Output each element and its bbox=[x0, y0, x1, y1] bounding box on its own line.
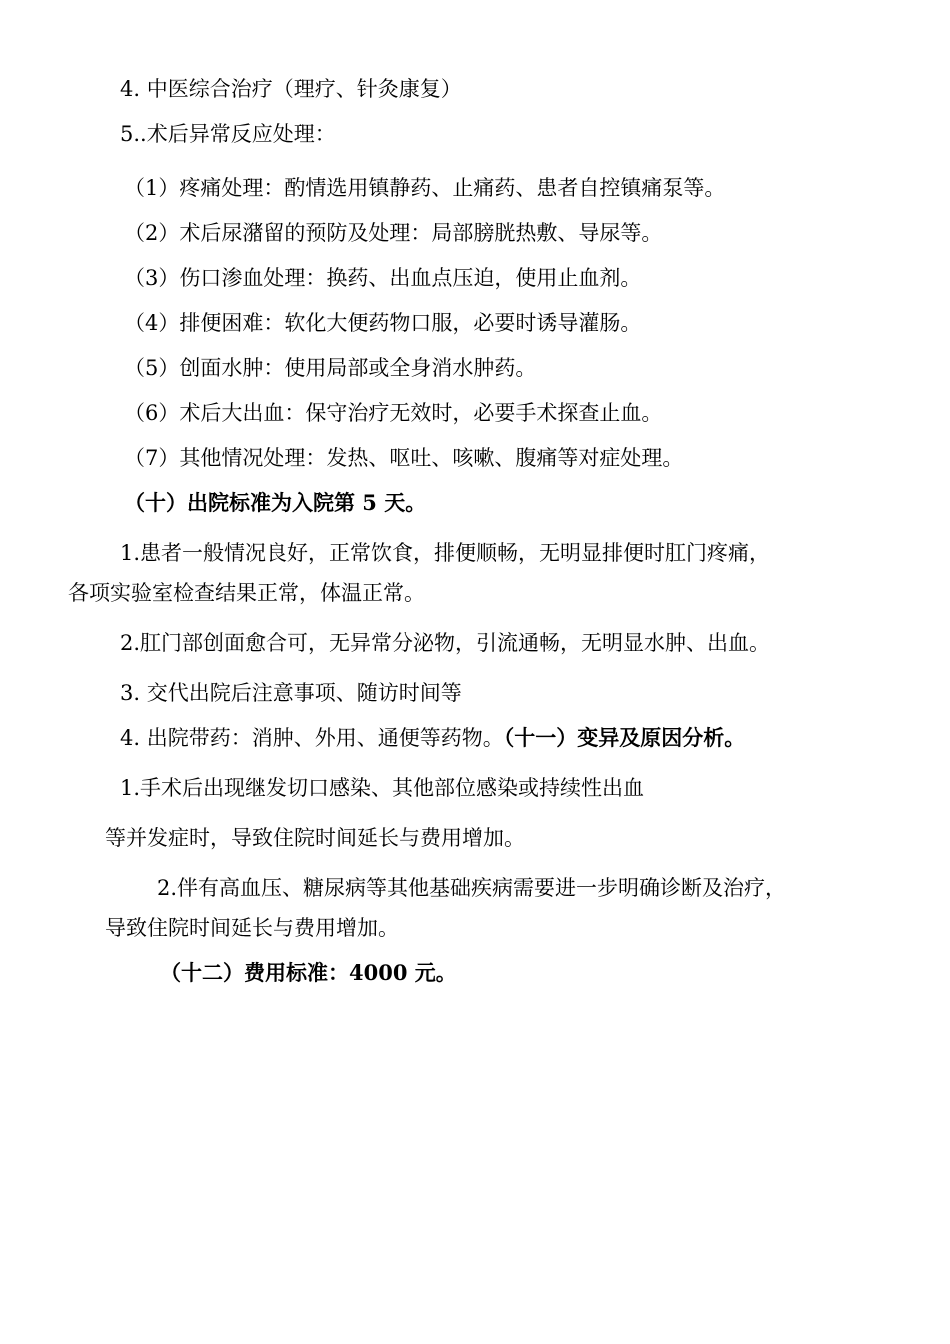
section-heading-discharge-criteria: （十）出院标准为入院第 5 天。 bbox=[124, 490, 427, 515]
paragraph-variation-2-line2: 导致住院时间延长与费用增加。 bbox=[105, 916, 399, 940]
list-item-pain: （1）疼痛处理：酌情选用镇静药、止痛药、患者自控镇痛泵等。 bbox=[124, 176, 726, 200]
list-item-other-conditions: （7）其他情况处理：发热、呕吐、咳嗽、腹痛等对症处理。 bbox=[124, 446, 684, 470]
section-heading-postop-reactions: 5..术后异常反应处理： bbox=[120, 122, 336, 146]
paragraph-variation-2-line1: 2.伴有高血压、糖尿病等其他基础疾病需要进一步明确诊断及治疗， bbox=[157, 876, 787, 900]
paragraph-discharge-4 bbox=[120, 723, 745, 753]
discharge-medication-text: 4. 出院带药：消肿、外用、通便等药物。 bbox=[120, 726, 504, 750]
paragraph-discharge-1-line2: 各项实验室检查结果正常，体温正常。 bbox=[68, 581, 425, 605]
paragraph-variation-1-line2: 等并发症时，导致住院时间延长与费用增加。 bbox=[105, 826, 525, 850]
list-item-defecation-difficulty: （4）排便困难：软化大便药物口服，必要时诱导灌肠。 bbox=[124, 311, 642, 335]
list-item-wound-edema: （5）创面水肿：使用局部或全身消水肿药。 bbox=[124, 356, 537, 380]
section-heading-variation-analysis: （十一）变异及原因分析。 bbox=[503, 725, 746, 750]
list-item-tcm-treatment: 4. 中医综合治疗（理疗、针灸康复） bbox=[120, 77, 462, 101]
list-item-wound-bleeding: （3）伤口渗血处理：换药、出血点压迫，使用止血剂。 bbox=[124, 266, 642, 290]
list-item-urinary-retention: （2）术后尿潴留的预防及处理：局部膀胱热敷、导尿等。 bbox=[124, 221, 663, 245]
paragraph-discharge-1-line1: 1.患者一般情况良好，正常饮食，排便顺畅，无明显排便时肛门疼痛， bbox=[120, 541, 771, 565]
list-item-major-bleeding: （6）术后大出血：保守治疗无效时，必要手术探查止血。 bbox=[124, 401, 663, 425]
section-heading-cost-standard: （十二）费用标准：4000 元。 bbox=[160, 960, 457, 985]
paragraph-discharge-2: 2.肛门部创面愈合可，无异常分泌物，引流通畅，无明显水肿、出血。 bbox=[120, 631, 771, 655]
paragraph-discharge-3: 3. 交代出院后注意事项、随访时间等 bbox=[120, 681, 462, 705]
paragraph-variation-1-line1: 1.手术后出现继发切口感染、其他部位感染或持续性出血 bbox=[120, 776, 645, 800]
